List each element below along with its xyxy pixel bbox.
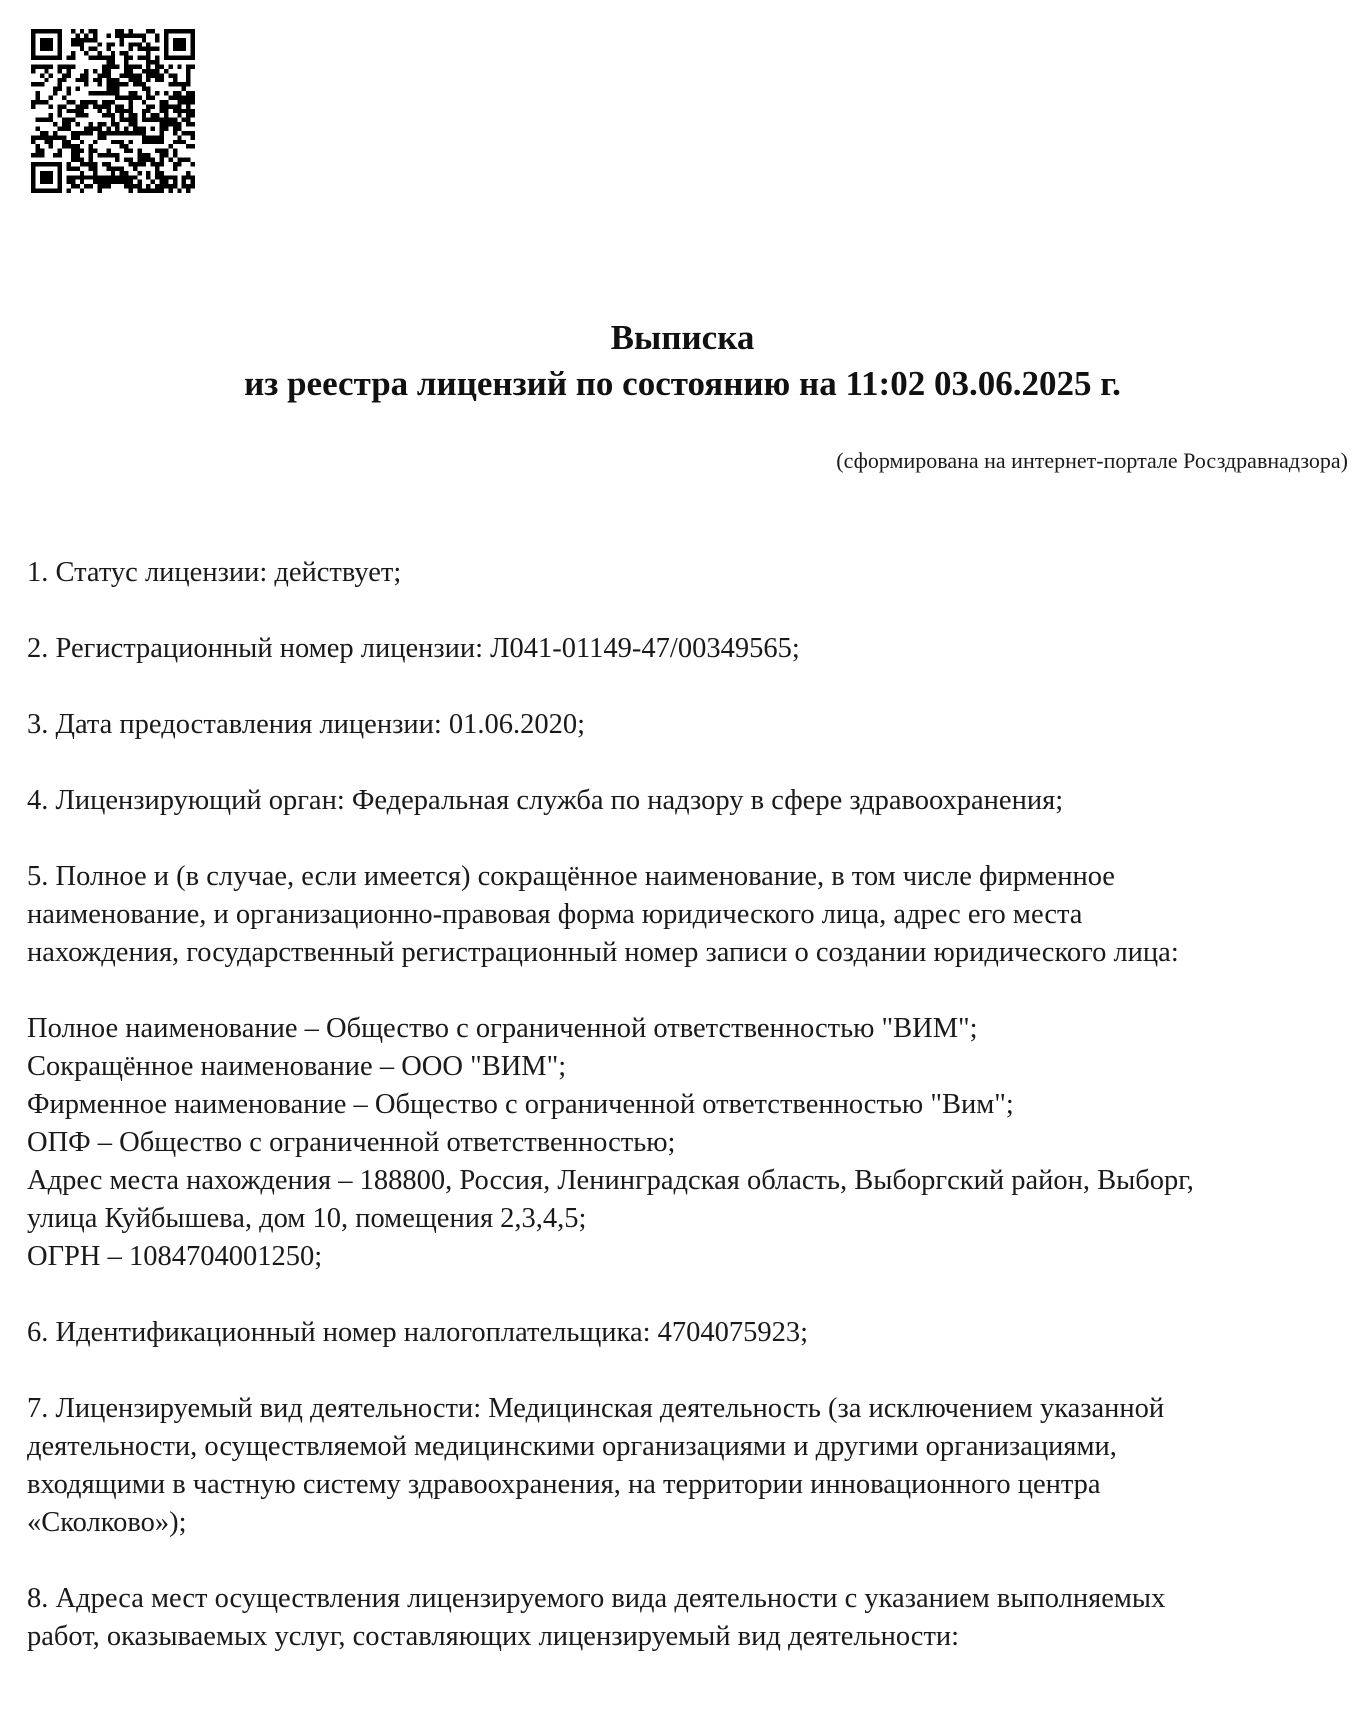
item-legal-entity-line2: наименование, и организационно-правовая форма юридического лица, адрес его места: [27, 899, 1083, 930]
document-title: Выписка: [610, 318, 755, 357]
item-legal-entity-line1: 5. Полное и (в случае, если имеется) сокращённое наименование, в том числе фирменное: [27, 861, 1115, 892]
legal-form: ОПФ – Общество с ограниченной ответственностью;: [27, 1127, 676, 1158]
qr-code-icon: [31, 29, 195, 193]
item-activity-line1: 7. Лицензируемый вид деятельности: Медицинская деятельность (за исключением указанной: [27, 1393, 1165, 1424]
item-license-status: 1. Статус лицензии: действует;: [27, 557, 402, 588]
item-registration-number: 2. Регистрационный номер лицензии: Л041-01149-47/00349565;: [27, 633, 800, 664]
short-name: Сокращённое наименование – ООО "ВИМ";: [27, 1051, 567, 1082]
item-issue-date: 3. Дата предоставления лицензии: 01.06.2020;: [27, 709, 586, 740]
item-licensing-authority: 4. Лицензирующий орган: Федеральная служба по надзору в сфере здравоохранения;: [27, 785, 1064, 816]
item-activity-line2: деятельности, осуществляемой медицинскими организациями и другими организациями,: [27, 1431, 1117, 1462]
document-subtitle: из реестра лицензий по состоянию на 11:02 03.06.2025 г.: [244, 364, 1121, 403]
item-legal-entity-line3: нахождения, государственный регистрационный номер записи о создании юридического лица:: [27, 937, 1179, 968]
full-name: Полное наименование – Общество с ограниченной ответственностью "ВИМ";: [27, 1013, 978, 1044]
ogrn: ОГРН – 1084704001250;: [27, 1241, 323, 1272]
brand-name: Фирменное наименование – Общество с ограниченной ответственностью "Вим";: [27, 1089, 1014, 1120]
address-line1: Адрес места нахождения – 188800, Россия, Ленинградская область, Выборгский район, Выборг,: [27, 1165, 1194, 1196]
source-note: (сформирована на интернет-портале Росздравнадзора): [836, 448, 1348, 473]
address-line2: улица Куйбышева, дом 10, помещения 2,3,4,5;: [27, 1203, 587, 1234]
item-addresses-line2: работ, оказываемых услуг, составляющих лицензируемый вид деятельности:: [27, 1621, 960, 1652]
item-activity-line4: «Сколково»);: [27, 1507, 187, 1538]
item-addresses-line1: 8. Адреса мест осуществления лицензируемого вида деятельности с указанием выполняемых: [27, 1583, 1166, 1614]
item-activity-line3: входящими в частную систему здравоохранения, на территории инновационного центра: [27, 1469, 1101, 1500]
item-tax-id: 6. Идентификационный номер налогоплательщика: 4704075923;: [27, 1317, 809, 1348]
